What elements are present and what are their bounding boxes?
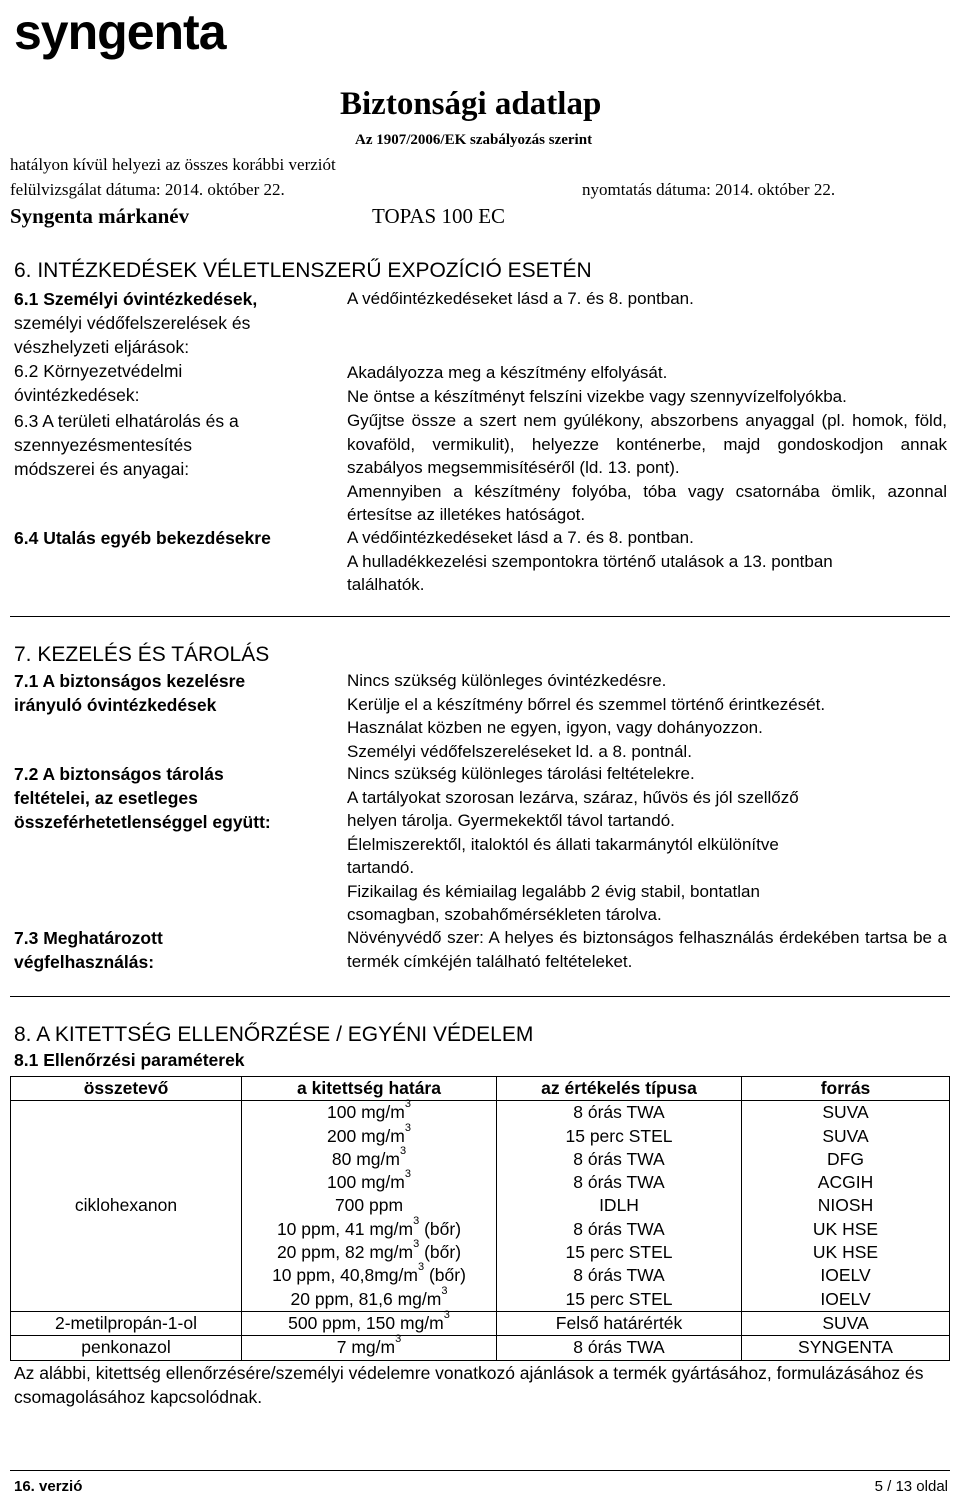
label-6-3-line: szennyezésmentesítés xyxy=(14,435,193,455)
column-header: összetevő xyxy=(11,1077,242,1101)
exposure-limits-table xyxy=(10,1076,950,1361)
limit-value: 20 ppm, 82 $mg/m^3$ (bőr) xyxy=(276,1238,462,1263)
text-6-3-paragraph: Amennyiben a készítmény folyóba, tóba vagy csatornába ömlik, azonnal értesítse az illetékes hatóságot. xyxy=(347,481,947,524)
limit-value: 700 ppm xyxy=(334,1195,404,1216)
source-cell: SUVA xyxy=(742,1311,950,1335)
source-value: SUVA xyxy=(822,1125,869,1146)
source-value: NIOSH xyxy=(817,1195,874,1216)
label-6-4: 6.4 Utalás egyéb bekezdésekre xyxy=(14,528,271,548)
type-value: 8 órás TWA xyxy=(573,1172,665,1193)
column-header: forrás xyxy=(742,1077,950,1101)
text-7-1-line: Használat közben ne egyen, igyon, vagy dohányozzon. xyxy=(347,718,763,737)
text-7-2-line: Nincs szükség különleges tárolási feltételekre. xyxy=(347,764,695,783)
label-7-2 xyxy=(14,762,314,834)
table-header-row xyxy=(11,1077,950,1101)
label-6-1-line: vészhelyzeti eljárások: xyxy=(14,337,190,357)
type-value: 8 órás TWA xyxy=(573,1102,665,1123)
label-6-1-line: személyi védőfelszerelések és xyxy=(14,313,251,333)
label-6-2 xyxy=(14,359,314,407)
text-6-4-line: A védőintézkedéseket lásd a 7. és 8. pontban. xyxy=(347,528,694,547)
type-value: 15 perc STEL xyxy=(565,1125,673,1146)
version-label: 16. verzió xyxy=(14,1478,83,1495)
regulation-line: Az 1907/2006/EK szabályozás szerint xyxy=(355,132,593,148)
text-6-4 xyxy=(347,526,947,597)
revision-date: felülvizsgálat dátuma: 2014. október 22. xyxy=(10,180,285,199)
source-value: UK HSE xyxy=(812,1218,879,1239)
source-value: UK HSE xyxy=(812,1242,879,1263)
text-7-2-line: csomagban, szobahőmérsékleten tárolva. xyxy=(347,905,662,924)
text-7-2-line: A tartályokat szorosan lezárva, száraz, hűvös és jól szellőző xyxy=(347,787,799,807)
type-value: 8 órás TWA xyxy=(573,1265,665,1286)
source-cell: SYNGENTA xyxy=(742,1336,950,1360)
component-cell: ciklohexanon xyxy=(11,1101,242,1312)
table-row xyxy=(11,1101,950,1312)
text-6-1: A védőintézkedéseket lásd a 7. és 8. pontban. xyxy=(347,289,694,308)
label-6-1-line: 6.1 Személyi óvintézkedések, xyxy=(14,289,258,309)
label-7-1 xyxy=(14,669,314,717)
text-7-2-line: Élelmiszerektől, italoktól és állati takarmánytól elkülönítve xyxy=(347,834,779,854)
section-7-title: 7. KEZELÉS ÉS TÁROLÁS xyxy=(14,643,270,666)
text-6-4-line: találhatók. xyxy=(347,575,425,594)
label-7-3-line: végfelhasználás: xyxy=(14,952,155,972)
label-6-3-line: módszerei és anyagai: xyxy=(14,459,190,479)
source-value: SUVA xyxy=(822,1102,869,1123)
text-7-2-line: tartandó. xyxy=(347,858,415,877)
type-value: 15 perc STEL xyxy=(565,1242,673,1263)
limit-cell: 500 ppm, 150 $mg/m^3$ xyxy=(242,1311,497,1335)
text-6-3-paragraph: Gyűjtse össze a szert nem gyúlékony, abszorbens anyaggal (pl. homok, föld, kovaföld, vermikulit), helyezze konténerbe, majd gondoskodjon annak szabályos megsemmisítéséről (ld. 13. pont). xyxy=(347,411,947,477)
type-value: 8 órás TWA xyxy=(573,1148,665,1169)
footer-divider xyxy=(10,1470,950,1471)
limit-value: 20 ppm, 81,6 $mg/m^3$ xyxy=(290,1284,448,1309)
product-name: TOPAS 100 EC xyxy=(372,204,506,228)
type-cell: Felső határérték xyxy=(497,1311,742,1335)
section-6-title: 6. INTÉZKEDÉSEK VÉLETLENSZERŰ EXPOZÍCIÓ ESETÉN xyxy=(14,259,592,282)
text-6-2-line: Ne öntse a készítményt felszíni vizekbe vagy szennyvízelfolyókba. xyxy=(347,386,847,406)
type-value: IDLH xyxy=(599,1195,639,1216)
text-7-1 xyxy=(347,669,947,763)
label-6-2-line: 6.2 Környezetvédelmi xyxy=(14,361,183,381)
limit-value: 100 $mg/m^3$ xyxy=(327,1168,411,1193)
source-value: IOELV xyxy=(820,1265,871,1286)
text-6-3 xyxy=(347,409,947,527)
source-cell xyxy=(742,1101,950,1312)
label-7-3 xyxy=(14,926,314,974)
column-header: az értékelés típusa xyxy=(497,1077,742,1101)
page-number: 5 / 13 oldal xyxy=(874,1478,948,1495)
recommendation-note: Az alábbi, kitettség ellenőrzésére/személyi védelemre vonatkozó ajánlások a termék gyártásához, formulázásához és csomagolásához kapcsolódnak. xyxy=(14,1363,924,1407)
limit-value: 100 $mg/m^3$ xyxy=(327,1098,411,1123)
label-7-1-line: irányuló óvintézkedések xyxy=(14,695,217,715)
text-7-1-line: Kerülje el a készítmény bőrrel és szemmel történő érintkezését. xyxy=(347,694,826,714)
source-value: ACGIH xyxy=(817,1172,874,1193)
label-7-1-line: 7.1 A biztonságos kezelésre xyxy=(14,671,246,691)
subsection-8-1: 8.1 Ellenőrzési paraméterek xyxy=(14,1050,245,1070)
syngenta-logo: syngenta xyxy=(14,4,226,60)
type-cell: 8 órás TWA xyxy=(497,1336,742,1360)
text-7-2-line: helyen tárolja. Gyermekektől távol tartandó. xyxy=(347,811,675,830)
label-6-1 xyxy=(14,287,314,359)
source-value: IOELV xyxy=(820,1288,871,1309)
text-7-2 xyxy=(347,762,947,927)
section-8-title: 8. A KITETTSÉG ELLENŐRZÉSE / EGYÉNI VÉDELEM xyxy=(14,1023,534,1046)
label-7-2-line: 7.2 A biztonságos tárolás xyxy=(14,764,224,784)
table-row xyxy=(11,1311,950,1335)
section-divider xyxy=(10,996,950,997)
type-cell xyxy=(497,1101,742,1312)
label-6-3-line: 6.3 A területi elhatárolás és a xyxy=(14,411,239,431)
component-cell: 2-metilpropán-1-ol xyxy=(11,1311,242,1335)
label-7-3-line: 7.3 Meghatározott xyxy=(14,928,163,948)
type-value: 15 perc STEL xyxy=(565,1288,673,1309)
limit-value: 10 ppm, 41 $mg/m^3$ (bőr) xyxy=(276,1214,462,1239)
table-row xyxy=(11,1336,950,1360)
source-value: DFG xyxy=(827,1148,864,1169)
text-7-3: Növényvédő szer: A helyes és biztonságos felhasználás érdekében tartsa be a termék címkéjén található feltételeket. xyxy=(347,928,947,971)
print-date: nyomtatás dátuma: 2014. október 22. xyxy=(582,180,836,199)
text-7-1-line: Nincs szükség különleges óvintézkedésre. xyxy=(347,671,667,690)
text-7-1-line: Személyi védőfelszereléseket ld. a 8. pontnál. xyxy=(347,741,692,761)
document-title: Biztonsági adatlap xyxy=(340,86,602,122)
section-divider xyxy=(10,616,950,617)
brand-name-label: Syngenta márkanév xyxy=(10,204,190,228)
text-6-4-line: A hulladékkezelési szempontokra történő utalások a 13. pontban xyxy=(347,551,833,571)
limit-cell: 7 $mg/m^3$ xyxy=(242,1336,497,1360)
label-6-3 xyxy=(14,409,314,481)
type-value: 8 órás TWA xyxy=(573,1218,665,1239)
component-cell: penkonazol xyxy=(11,1336,242,1360)
text-6-2 xyxy=(347,361,947,408)
text-7-2-line: Fizikailag és kémiailag legalább 2 évig stabil, bontatlan xyxy=(347,881,760,901)
limit-cell xyxy=(242,1098,497,1312)
limit-value: 10 ppm, $40,8mg/m^3$ (bőr) xyxy=(272,1261,466,1286)
label-6-2-line: óvintézkedések: xyxy=(14,385,140,405)
limit-value: 80 $mg/m^3$ xyxy=(331,1144,407,1169)
supersedes-line: hatályon kívül helyezi az összes korábbi verziót xyxy=(10,155,336,174)
label-7-2-line: összeférhetetlenséggel együtt: xyxy=(14,812,271,832)
column-header: a kitettség határa xyxy=(242,1077,497,1101)
limit-value: 200 $mg/m^3$ xyxy=(327,1121,411,1146)
text-6-2-line: Akadályozza meg a készítmény elfolyását. xyxy=(347,363,668,382)
label-7-2-line: feltételei, az esetleges xyxy=(14,788,198,808)
